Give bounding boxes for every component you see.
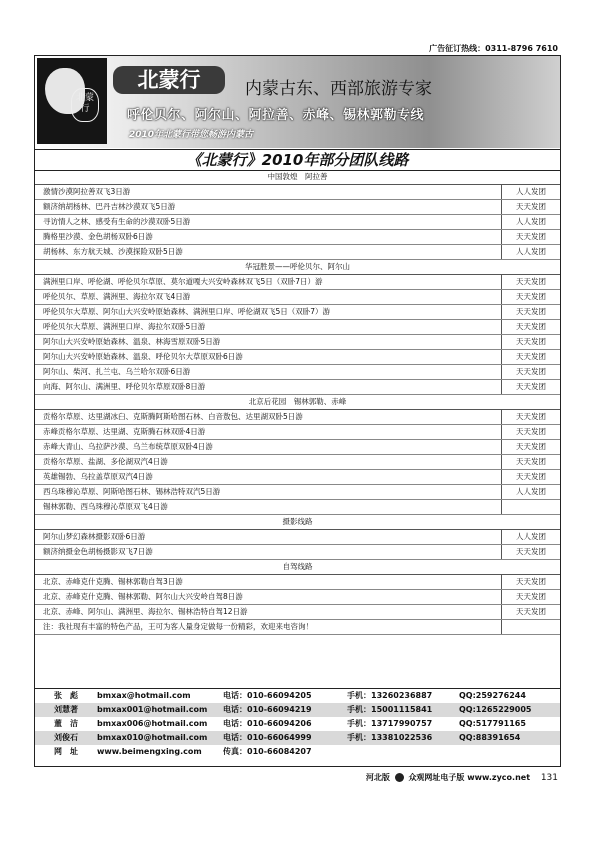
route-name: 阿尔山梦幻森林摄影双卧6日游 (43, 532, 146, 541)
contact-email: bmxax006@hotmail.com (97, 719, 208, 728)
route-name: 锡林郭勒、西乌珠穆沁草原双飞4日游 (43, 502, 168, 511)
route-name: 注：我社现有丰富的特色产品，王可为客人量身定做每一份精彩，欢迎来电咨询！ (43, 622, 313, 631)
table-row (35, 470, 560, 485)
table-row (35, 410, 560, 425)
contact-phone: 电话：010-66094205 (223, 691, 312, 700)
logo-seal: 北蒙行 (71, 88, 99, 122)
banner-routes: 呼伦贝尔、阿尔山、阿拉善、赤峰、锡林郭勒专线 (127, 108, 425, 123)
departure-schedule: 天天发团 (501, 380, 560, 394)
route-name: 胡杨林、东方航天城、沙漠探险双卧5日游 (43, 247, 183, 256)
contact-row (35, 745, 560, 759)
route-name: 呼伦贝尔、草原、满洲里、海拉尔双飞4日游 (43, 292, 191, 301)
route-name: 北京、赤峰、阿尔山、满洲里、海拉尔、锡林浩特自驾12日游 (43, 607, 248, 616)
route-name: 北京、赤峰克什克腾、锡林郭勒、阿尔山大兴安岭自驾8日游 (43, 592, 243, 601)
route-name: 满洲里口岸、呼伦湖、呼伦贝尔草原、莫尔道嘎大兴安岭森林双飞5日（双卧7日）游 (43, 277, 323, 286)
departure-schedule: 天天发团 (501, 410, 560, 424)
route-name: 北京、赤峰克什克腾、锡林郭勒自驾3日游 (43, 577, 183, 586)
route-name: 额济纳摄金色胡杨摄影双飞7日游 (43, 547, 153, 556)
banner-brand: 北蒙行 (113, 66, 225, 94)
table-row (35, 425, 560, 440)
contact-name: 张 彪 (54, 691, 78, 700)
departure-schedule: 天天发团 (501, 275, 560, 289)
table-row (35, 215, 560, 230)
banner-slogan: 内蒙古东、西部旅游专家 (245, 79, 432, 99)
departure-schedule: 天天发团 (501, 230, 560, 244)
departure-schedule: 人人发团 (501, 245, 560, 259)
route-name: 贡格尔草原、达里湖冰臼、克斯腾阿斯哈图石林、白音敖包、达里湖双卧5日游 (43, 412, 303, 421)
contact-email: bmxax010@hotmail.com (97, 733, 208, 742)
route-tables (35, 170, 560, 635)
contact-phone: 电话：010-66064999 (223, 733, 312, 742)
table-row (35, 200, 560, 215)
table-row (35, 605, 560, 620)
table-row (35, 620, 560, 635)
contact-row (35, 717, 560, 731)
footer-edition: 河北版 (365, 773, 390, 782)
contact-row (35, 689, 560, 703)
route-name: 寻访情人之林、感受有生命的沙漠双卧5日游 (43, 217, 191, 226)
departure-schedule: 天天发团 (501, 605, 560, 619)
route-name: 阿尔山、柴河、扎兰屯、乌兰哈尔双卧6日游 (43, 367, 191, 376)
table-row (35, 455, 560, 470)
section-heading: 自驾线路 (35, 560, 560, 575)
table-row (35, 320, 560, 335)
contact-mobile: 手机：13260236887 (347, 691, 433, 700)
departure-schedule: 天天发团 (501, 425, 560, 439)
table-row (35, 185, 560, 200)
contact-table (35, 688, 560, 767)
contact-mobile: 手机：13717990757 (347, 719, 433, 728)
table-row (35, 485, 560, 500)
departure-schedule (501, 620, 560, 634)
route-name: 呼伦贝尔大草原、阿尔山大兴安岭原始森林、满洲里口岸、呼伦湖双飞5日（双卧7）游 (43, 307, 331, 316)
departure-schedule: 天天发团 (501, 365, 560, 379)
departure-schedule: 天天发团 (501, 440, 560, 454)
route-name: 阿尔山大兴安岭原始森林、温泉、林海雪原双卧5日游 (43, 337, 221, 346)
table-row (35, 365, 560, 380)
contact-qq: QQ:517791165 (459, 719, 526, 728)
contact-phone: 电话：010-66094219 (223, 705, 312, 714)
contact-phone: 电话：010-66094206 (223, 719, 312, 728)
contact-email: bmxax001@hotmail.com (97, 705, 208, 714)
departure-schedule: 天天发团 (501, 455, 560, 469)
section-heading: 北京后花园 锡林郭勒、赤峰 (35, 395, 560, 410)
departure-schedule: 天天发团 (501, 545, 560, 559)
section-heading: 摄影线路 (35, 515, 560, 530)
contact-name: 刘俊石 (54, 733, 78, 742)
departure-schedule: 天天发团 (501, 320, 560, 334)
table-row (35, 590, 560, 605)
contact-qq: QQ:259276244 (459, 691, 526, 700)
table-row (35, 545, 560, 560)
table-row (35, 380, 560, 395)
contact-email: www.beimengxing.com (97, 747, 202, 756)
advertisement-frame (34, 55, 561, 767)
contact-name: 网 址 (54, 747, 78, 756)
section-heading: 中国敦煌 阿拉善 (35, 170, 560, 185)
departure-schedule: 天天发团 (501, 575, 560, 589)
contact-mobile: 手机：15001115841 (347, 705, 433, 714)
contact-row (35, 731, 560, 745)
departure-schedule: 天天发团 (501, 470, 560, 484)
footer-site: 众观网址电子版 www.zyco.net (408, 773, 531, 782)
departure-schedule: 人人发团 (501, 485, 560, 499)
departure-schedule: 人人发团 (501, 185, 560, 199)
departure-schedule (501, 500, 560, 514)
route-name: 激情沙漠阿拉善双飞3日游 (43, 187, 131, 196)
route-name: 阿尔山大兴安岭原始森林、温泉、呼伦贝尔大草原双卧6日游 (43, 352, 243, 361)
route-name: 赤峰贡格尔草原、达里湖、克斯腾石林双卧4日游 (43, 427, 206, 436)
contact-qq (459, 745, 560, 759)
contact-mobile: 手机：13381022536 (347, 733, 433, 742)
table-row (35, 500, 560, 515)
page-number: 131 (540, 773, 558, 783)
contact-qq: QQ:88391654 (459, 733, 521, 742)
contact-mobile (347, 745, 459, 759)
ad-hotline: 广告征订热线：0311-8796 7610 (429, 44, 558, 53)
route-name: 赤峰大青山、乌拉萨沙漠、乌兰布统草原双卧4日游 (43, 442, 213, 451)
page-title: 《北蒙行》2010年部分团队线路 (35, 149, 560, 171)
section-heading: 华冠胜景——呼伦贝尔、阿尔山 (35, 260, 560, 275)
departure-schedule: 人人发团 (501, 530, 560, 544)
page-footer (366, 772, 558, 783)
table-row (35, 350, 560, 365)
table-row (35, 575, 560, 590)
logo (37, 58, 107, 144)
route-name: 呼伦贝尔大草原、满洲里口岸、海拉尔双卧5日游 (43, 322, 206, 331)
departure-schedule: 天天发团 (501, 305, 560, 319)
departure-schedule: 人人发团 (501, 215, 560, 229)
table-row (35, 305, 560, 320)
banner-tagline: 2010年北蒙行带您畅游内蒙古 (129, 130, 254, 140)
departure-schedule: 天天发团 (501, 590, 560, 604)
departure-schedule: 天天发团 (501, 290, 560, 304)
route-name: 贡格尔草原、盐湖、多伦湖双汽4日游 (43, 457, 168, 466)
publisher-icon (395, 773, 404, 782)
table-row (35, 245, 560, 260)
route-name: 向海、阿尔山、满洲里、呼伦贝尔草原双卧8日游 (43, 382, 206, 391)
table-row (35, 530, 560, 545)
table-row (35, 335, 560, 350)
departure-schedule: 天天发团 (501, 350, 560, 364)
departure-schedule: 天天发团 (501, 335, 560, 349)
contact-email: bmxax@hotmail.com (97, 691, 191, 700)
contact-qq: QQ:1265229005 (459, 705, 532, 714)
table-row (35, 230, 560, 245)
contact-name: 董 洁 (54, 719, 78, 728)
route-name: 西乌珠穆沁草原、阿斯哈图石林、锡林浩特双汽5日游 (43, 487, 221, 496)
table-row (35, 290, 560, 305)
route-name: 英雄锡勃、乌拉盖草原双汽4日游 (43, 472, 153, 481)
table-row (35, 275, 560, 290)
route-name: 额济纳胡杨林、巴丹吉林沙漠双飞5日游 (43, 202, 176, 211)
table-row (35, 440, 560, 455)
contact-phone: 传真：010-66084207 (223, 747, 312, 756)
banner (35, 56, 560, 148)
departure-schedule: 天天发团 (501, 200, 560, 214)
route-name: 腾格里沙漠、金色胡杨双卧6日游 (43, 232, 153, 241)
contact-row (35, 703, 560, 717)
contact-name: 刘慧著 (54, 705, 78, 714)
